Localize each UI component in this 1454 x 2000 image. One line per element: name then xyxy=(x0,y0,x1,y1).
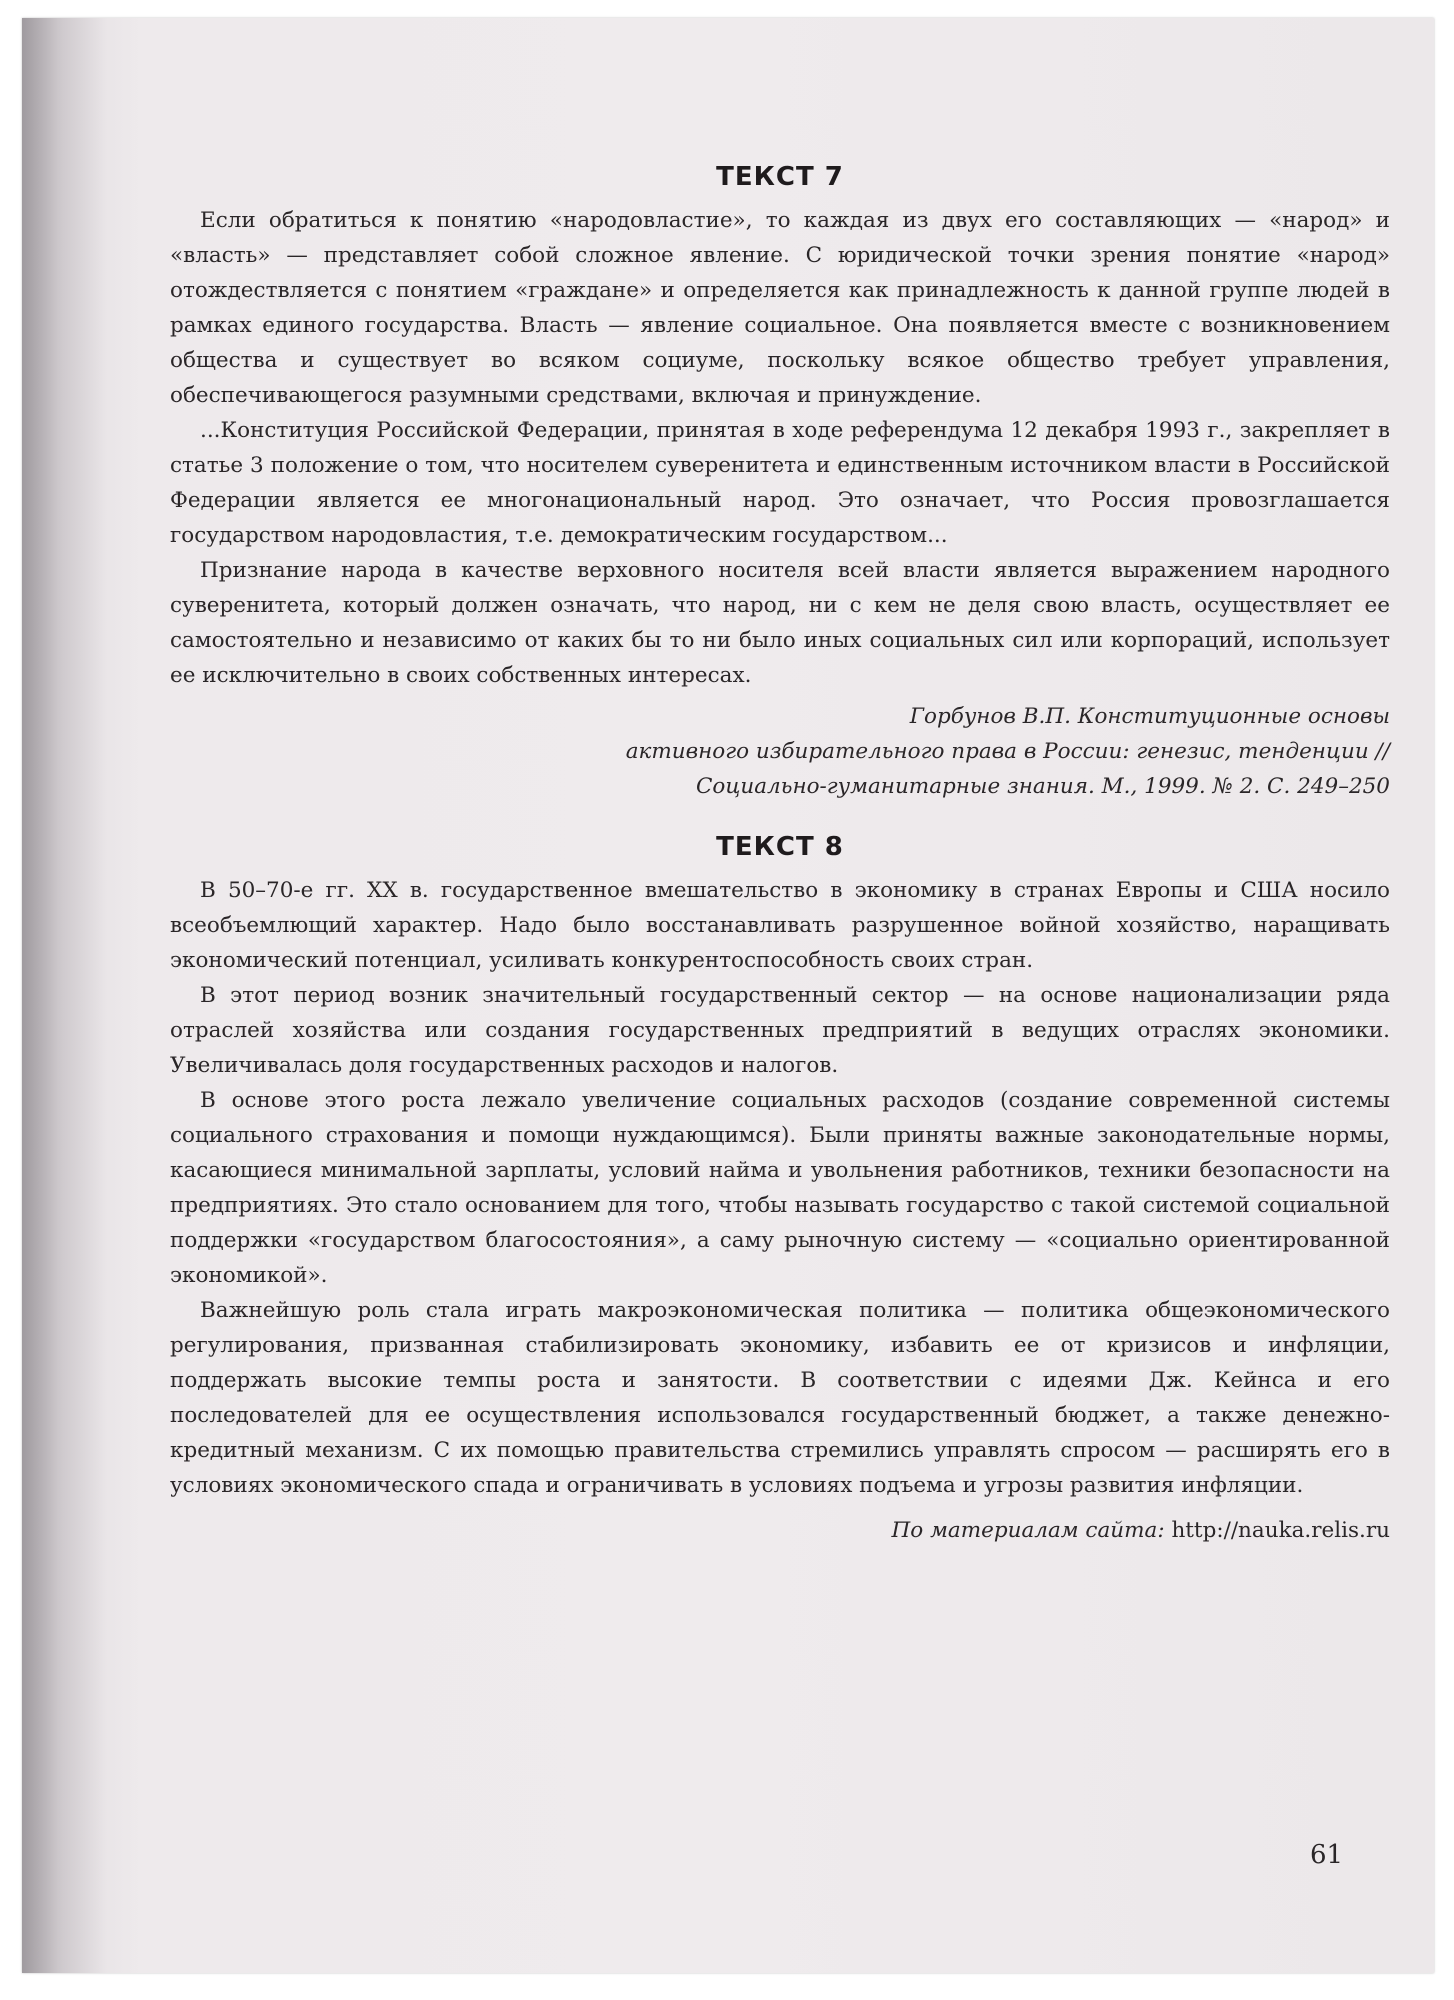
text8-paragraph-2: В этот период возник значительный государственный сектор — на основе национализации ряда отраслей хозяйства или создания государственных предприятий в ведущих отраслях экономики. Увеличивалась доля государственных расходов и налогов. xyxy=(170,983,1390,1078)
text8-paragraph-4: Важнейшую роль стала играть макроэкономическая политика — политика общеэкономического регулирования, призванная стабилизировать экономику, избавить ее от кризисов и инфляции, поддержать высокие темпы роста и занятости. В соответствии с идеями Дж. Кейнса и его последователей для ее осуществления использовался государственный бюджет, а также денежно-кредитный механизм. С их помощью правительства стремились управлять спросом — расширять его в условиях экономического спада и ограничивать в условиях подъема и угрозы развития инфляции. xyxy=(170,1298,1390,1498)
text7-heading: ТЕКСТ 7 xyxy=(716,162,844,192)
text7-citation xyxy=(170,699,1390,804)
page-content xyxy=(170,160,1390,1548)
text7-paragraph-3: Признание народа в качестве верховного носителя всей власти является выражением народного суверенитета, который должен означать, что народ, ни с кем не деля свою власть, осуществляет ее самостоятельно и независимо от каких бы то ни было иных социальных сил или корпораций, использует ее исключительно в своих собственных интересах. xyxy=(170,558,1390,688)
text8-paragraph-1: В 50–70-е гг. XX в. государственное вмешательство в экономику в странах Европы и США носило всеобъемлющий характер. Надо было восстанавливать разрушенное войной хозяйство, наращивать экономический потенциал, усиливать конкурентоспособность своих стран. xyxy=(170,878,1390,973)
citation-line-2: активного избирательного права в России: генезис, тенденции // xyxy=(625,739,1390,764)
text8-paragraph-3: В основе этого роста лежало увеличение социальных расходов (создание современной системы социального страхования и помощи нуждающимся). Были приняты важные законодательные нормы, касающиеся минимальной зарплаты, условий найма и увольнения работников, техники безопасности на предприятиях. Это стало основанием для того, чтобы называть государство с такой системой социальной поддержки «государством благосостояния», а саму рыночную систему — «социально ориентированной экономикой». xyxy=(170,1088,1390,1288)
source-label: По материалам сайта: xyxy=(891,1518,1165,1543)
text8-source xyxy=(170,1513,1390,1548)
source-url: http://nauka.relis.ru xyxy=(1171,1518,1390,1543)
page-number: 61 xyxy=(1310,1840,1344,1870)
text8-heading: ТЕКСТ 8 xyxy=(716,832,844,862)
text7-paragraph-1: Если обратиться к понятию «народовластие», то каждая из двух его составляющих — «народ» и «власть» — представляет собой сложное явление. С юридической точки зрения понятие «народ» отождествляется с понятием «граждане» и определяется как принадлежность к данной группе людей в рамках единого государства. Власть — явление социальное. Она появляется вместе с возникновением общества и существует во всяком социуме, поскольку всякое общество требует управления, обеспечивающегося разумными средствами, включая и принуждение. xyxy=(170,208,1390,408)
text7-paragraph-2: ...Конституция Российской Федерации, принятая в ходе референдума 12 декабря 1993 г., закрепляет в статье 3 положение о том, что носителем суверенитета и единственным источником власти в Российской Федерации является ее многонациональный народ. Это означает, что Россия провозглашается государством народовластия, т.е. демократическим государством... xyxy=(170,418,1390,548)
citation-line-3: Социально-гуманитарные знания. М., 1999. № 2. С. 249–250 xyxy=(695,774,1390,799)
citation-line-1: Горбунов В.П. Конституционные основы xyxy=(909,704,1390,729)
